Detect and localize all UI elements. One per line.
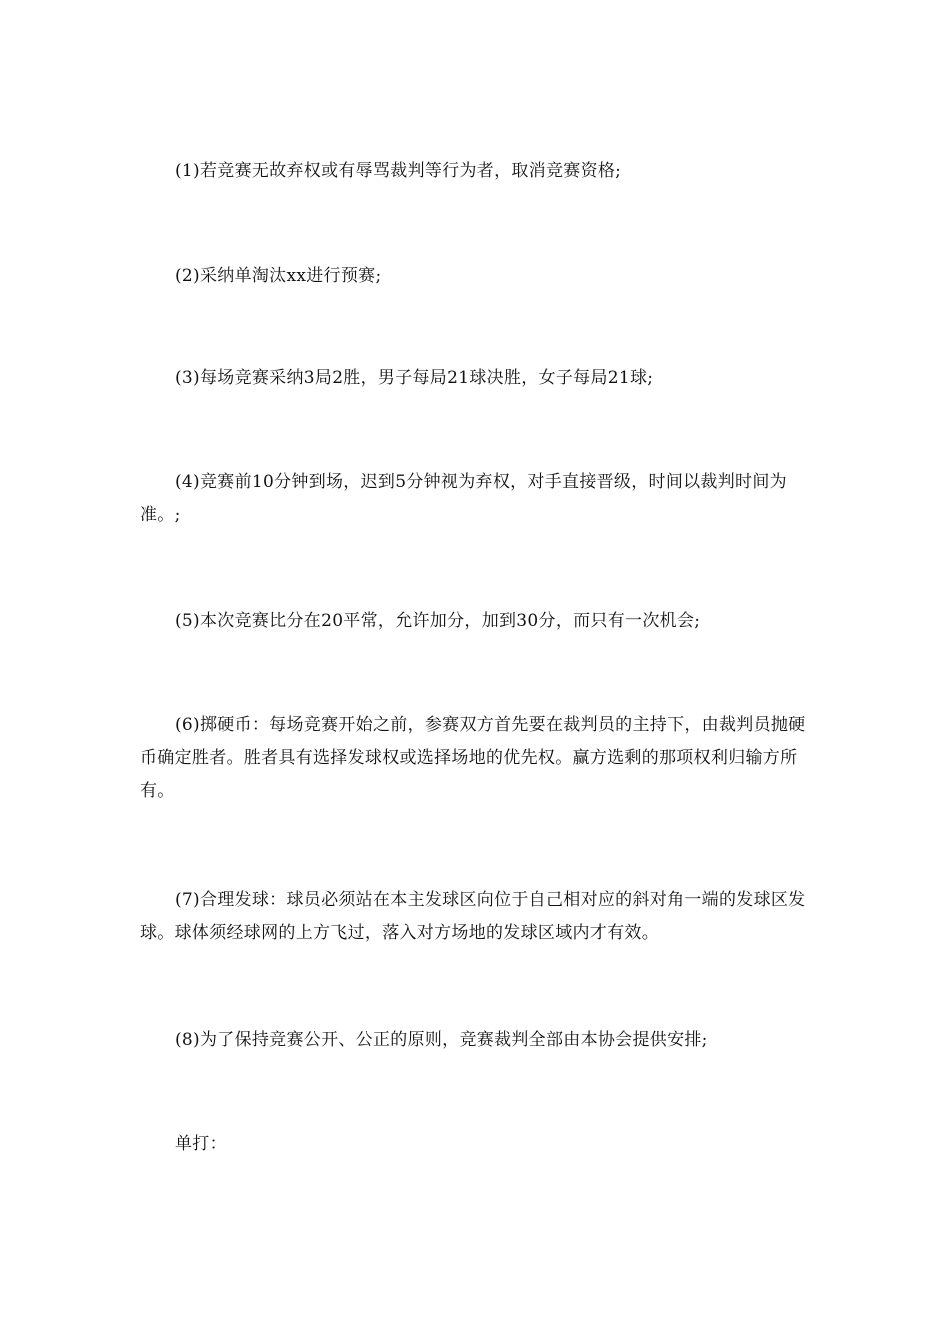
rule-2-paragraph: (2)采纳单淘汰xx进行预赛; bbox=[175, 266, 382, 286]
rule-8-paragraph: (8)为了保持竞赛公开、公正的原则，竞赛裁判全部由本协会提供安排; bbox=[175, 1030, 708, 1050]
rule-4-paragraph: (4)竞赛前10分钟到场，迟到5分钟视为弃权，对手直接晋级，时间以裁判时间为准。; bbox=[140, 472, 787, 525]
rule-7-paragraph: (7)合理发球：球员必须站在本主发球区向位于自己相对应的斜对角一端的发球区发球。球体须经球网的上方飞过，落入对方场地的发球区域内才有效。 bbox=[140, 890, 806, 943]
rule-3-paragraph: (3)每场竞赛采纳3局2胜，男子每局21球决胜，女子每局21球; bbox=[175, 368, 654, 388]
rule-1-paragraph: (1)若竞赛无故弃权或有辱骂裁判等行为者，取消竞赛资格; bbox=[175, 161, 622, 181]
rule-6-paragraph: (6)掷硬币：每场竞赛开始之前，参赛双方首先要在裁判员的主持下，由裁判员抛硬币确定胜者。胜者具有选择发球权或选择场地的优先权。赢方选剩的那项权利归输方所有。 bbox=[140, 715, 806, 801]
singles-heading: 单打： bbox=[175, 1134, 227, 1154]
rule-5-paragraph: (5)本次竞赛比分在20平常，允许加分，加到30分，而只有一次机会; bbox=[175, 611, 701, 631]
